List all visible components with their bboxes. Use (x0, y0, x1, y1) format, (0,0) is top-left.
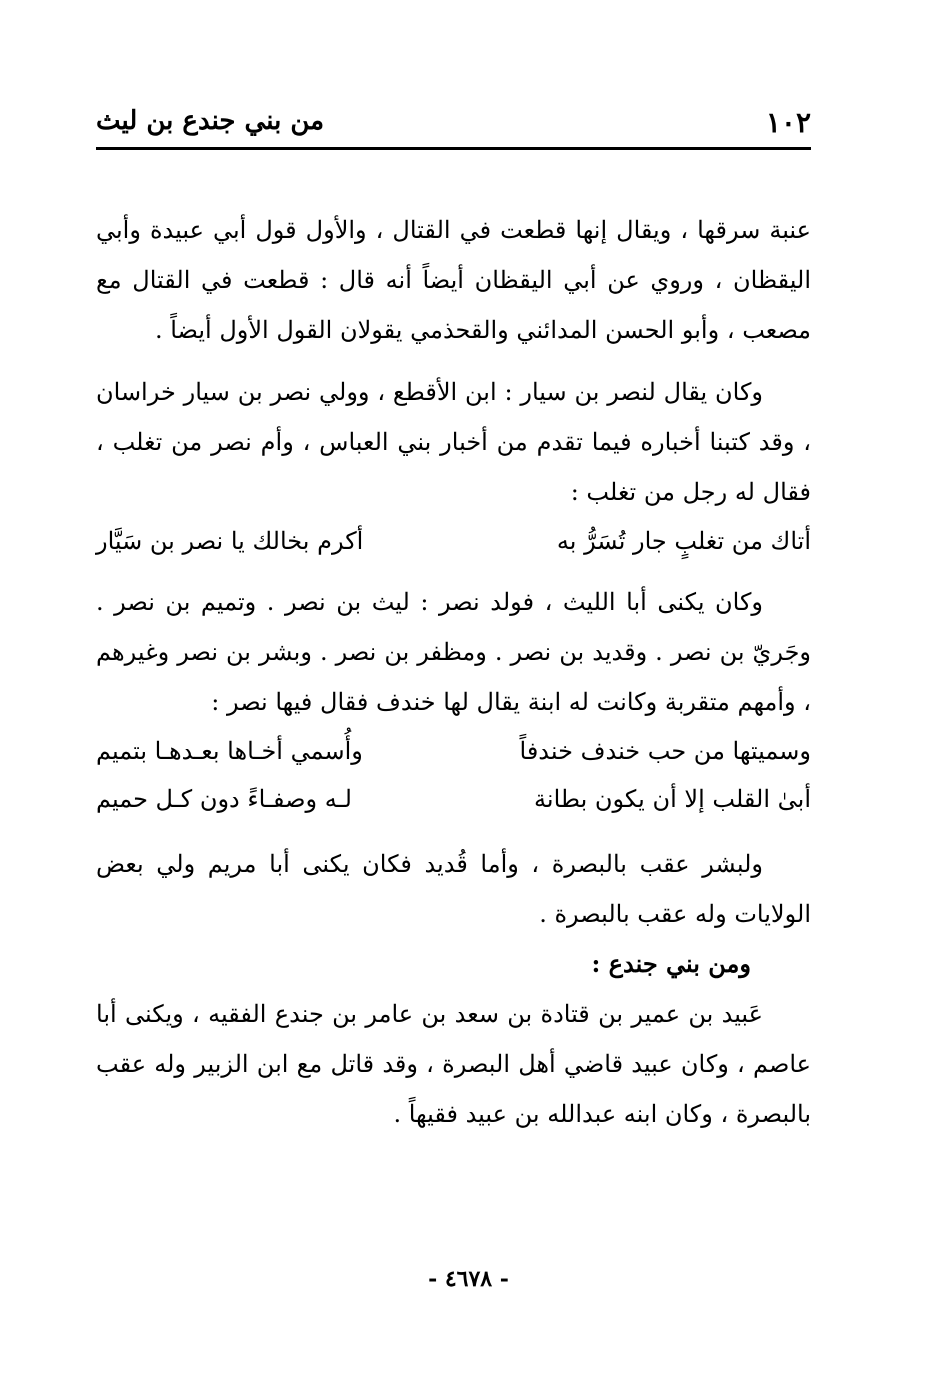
verse-line-2 (96, 727, 811, 775)
verse-3-second-hemistich: لـه وصفـاءً دون كـل حميم (96, 785, 352, 813)
verse-3-first-hemistich: أبىٰ القلب إلا أن يكون بطانة (534, 785, 811, 813)
page-folio: - ٤٦٧٨ - (428, 1266, 509, 1292)
verse-line-1 (96, 517, 811, 565)
verse-1-first-hemistich: أتاك من تغلبٍ جار تُسَرُّ به (556, 527, 811, 555)
paragraph-5: عَبيد بن عمير بن قتادة بن سعد بن عامر بن جندع الفقيه ، ويكنى أبا عاصم ، وكان عبيد قاضي أهل البصرة ، وقد قاتل مع ابن الزبير وله عقب بالبصرة ، وكان ابنه عبدالله بن عبيد فقيهاً . (96, 1000, 811, 1128)
paragraph-3: وكان يكنى أبا الليث ، فولد نصر : ليث بن نصر . وتميم بن نصر . وجَريّ بن نصر . وقديد بن نصر . ومظفر بن نصر . وبشر بن نصر وغيرهم ، وأمهم متقربة وكانت له ابنة يقال لها خندف فقال فيها نصر : (96, 588, 811, 716)
page-body (96, 205, 811, 1139)
verse-line-3 (96, 775, 811, 823)
paragraph-1: عنبة سرقها ، ويقال إنها قطعت في القتال ، والأول قول أبي عبيدة وأبي اليقظان ، وروي عن أبي اليقظان أيضاً أنه قال : قطعت في القتال مع مصعب ، وأبو الحسن المدائني والقحذمي يقولان القول الأول أيضاً . (96, 216, 811, 344)
section-heading: ومن بني جندع : (591, 949, 751, 978)
paragraph-4: ولبشر عقب بالبصرة ، وأما قُديد فكان يكنى أبا مريم ولي بعض الولايات وله عقب بالبصرة . (96, 850, 811, 928)
page-header (96, 104, 811, 144)
header-rule (96, 147, 811, 150)
page-number: ١٠٢ (765, 106, 811, 139)
running-title: من بني جندع بن ليث (96, 106, 325, 136)
verse-2-second-hemistich: وأُسمي أخـاها بعـدهـا بتميم (96, 737, 363, 765)
paragraph-2: وكان يقال لنصر بن سيار : ابن الأقطع ، وولي نصر بن سيار خراسان ، وقد كتبنا أخباره فيما تقدم من أخبار بني العباس ، وأم نصر من تغلب ، فقال له رجل من تغلب : (96, 378, 811, 506)
verse-1-second-hemistich: أكرم بخالك يا نصر بن سَيَّار (96, 527, 364, 555)
verse-2-first-hemistich: وسميتها من حب خندف خندفاً (519, 737, 811, 765)
